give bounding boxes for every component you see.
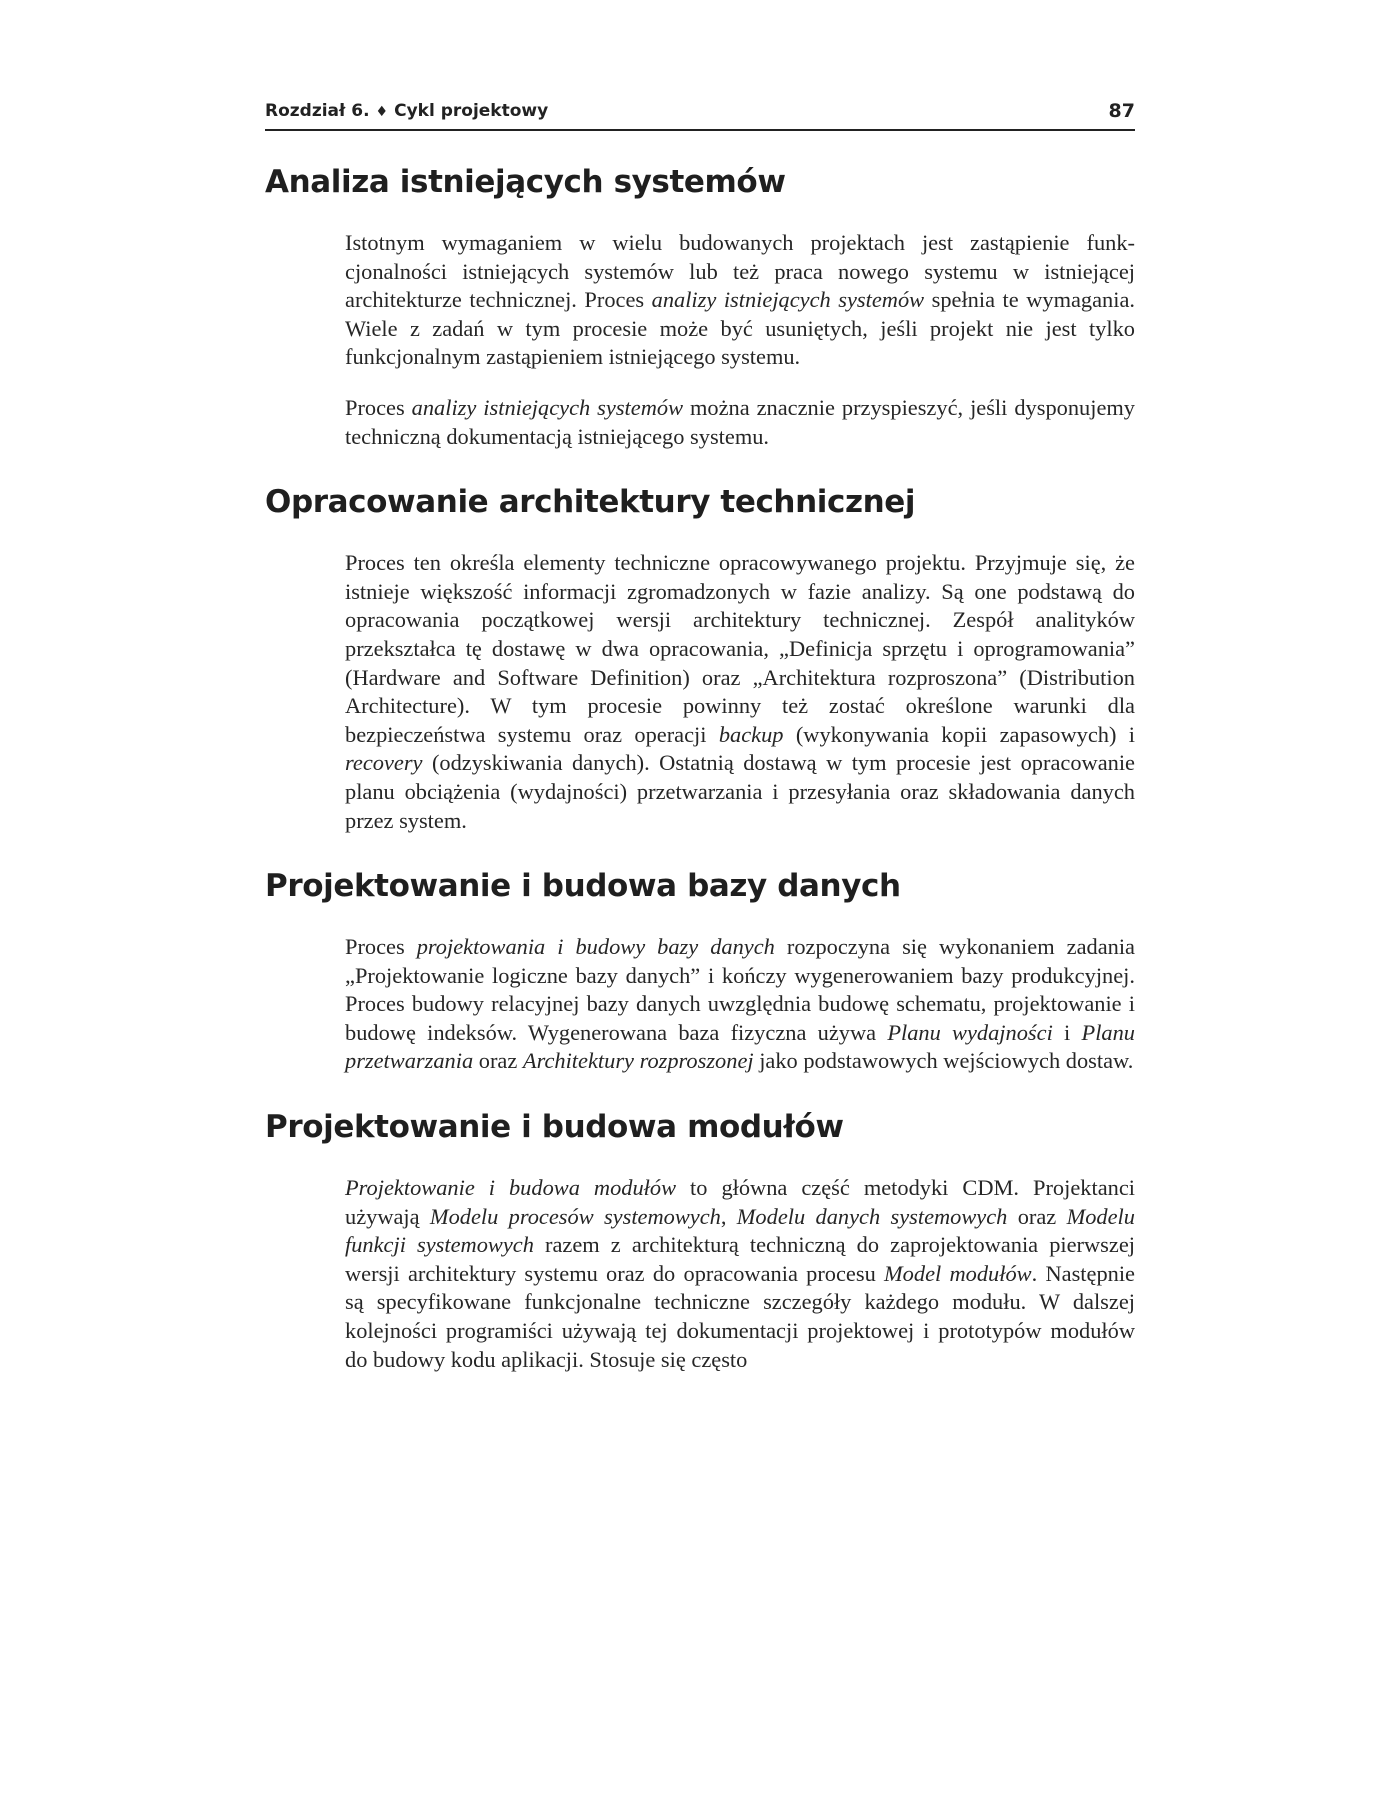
section-heading: Projektowanie i budowa modułów xyxy=(265,1109,844,1146)
text-run: i xyxy=(1052,1019,1082,1045)
text-run: to główna część metodyki CDM. Projektanci używają xyxy=(345,1175,1135,1229)
italic-term: Projektowanie i budowa modułów xyxy=(345,1175,677,1201)
body-paragraph xyxy=(345,229,1135,372)
text-run: jako podstawowych wejściowych dostaw. xyxy=(753,1048,1134,1074)
text-run: (odzyskiwania danych). Ostatnią dostawą w tym procesie jest opracowanie planu obciążenia (wydajności) przetwarzania i przesyłania oraz składowania danych przez system. xyxy=(345,750,1135,833)
italic-term: analizy istniejących systemów xyxy=(651,287,925,313)
text-run: spełnia te wymagania. Wiele z zadań w tym procesie może być usuniętych, jeśli projekt nie jest tylko funkcjonalnym zastąpieniem istniejącego systemu. xyxy=(345,287,1136,370)
page-number: 87 xyxy=(1108,100,1135,122)
italic-term: Planu wydajności xyxy=(887,1019,1053,1045)
section-heading: Analiza istniejących systemów xyxy=(265,164,786,200)
text-run: . Następnie są specyfikowane funkcjonalne techniczne szczegóły każdego modułu. W dalszej kolejności programiści używają tej dokumentacji projektowej i prototypów modułów do budowy kodu aplikacji. Stosuje się często xyxy=(345,1260,1135,1372)
section-heading: Opracowanie architektury technicznej xyxy=(265,484,916,521)
chapter-number: Rozdział 6. xyxy=(265,101,370,121)
italic-term: backup xyxy=(718,721,784,747)
section xyxy=(265,160,1135,451)
italic-term: Modelu procesów systemowych xyxy=(429,1203,721,1229)
section xyxy=(265,864,1135,1076)
body-paragraph xyxy=(345,933,1135,1076)
text-run: (wykonywania kopii zapasowych) i xyxy=(783,721,1135,747)
italic-term: Planu przetwarzania xyxy=(345,1019,1135,1074)
text-run: Proces xyxy=(345,934,417,960)
running-header xyxy=(265,97,1135,131)
text-run: Proces ten określa elementy techniczne opracowywanego projektu. Przyjmuje się, że istnieje większość informacji zgromadzonych w fazie analizy. Są one podstawą do opracowania początkowej wersji architektury technicznej. Zespół analityków przekształca tę dostawę w dwa opracowania, „Definicja sprzętu i oprogramowania” (Hardware and Software Definition) oraz „Architektura rozproszona” (Distribution Architecture). W tym procesie powinny też zostać określone warunki dla bezpieczeństwa systemu oraz operacji xyxy=(345,550,1135,747)
text-run: oraz xyxy=(473,1048,523,1074)
text-run: razem z architekturą techniczną do zaprojektowania pierwszej wersji architektury systemu oraz do opracowania procesu xyxy=(345,1232,1135,1286)
italic-term: Model modułów xyxy=(884,1260,1032,1286)
diamond-separator-icon: ♦ xyxy=(375,104,389,120)
italic-term: projektowania i budowy bazy danych xyxy=(416,934,775,960)
page-body xyxy=(265,160,1135,1403)
body-paragraph xyxy=(345,549,1135,835)
section xyxy=(265,480,1135,835)
text-run: Istotnym wymaganiem w wielu budowanych projektach jest zastąpienie funkcjonalności istniejących systemów lub też praca nowego systemu w istniejącej architekturze technicznej. Proces xyxy=(345,230,1135,313)
italic-term: Modelu danych systemowych xyxy=(736,1203,1008,1229)
text-run: rozpoczyna się wykonaniem zadania „Projektowanie logiczne bazy danych” i kończy wygenerowaniem bazy produkcyjnej. Proces budowy relacyjnej bazy danych uwzględnia budowę schematu, projektowanie i budowę indeksów. Wygenerowana baza fizyczna używa xyxy=(345,934,1135,1045)
italic-term: Architektury rozproszonej xyxy=(522,1048,754,1074)
chapter-title: Cykl projektowy xyxy=(394,101,549,121)
body-paragraph xyxy=(345,1174,1135,1374)
body-paragraph xyxy=(345,394,1135,451)
section-heading: Projektowanie i budowa bazy danych xyxy=(265,868,901,905)
text-run: oraz xyxy=(1007,1203,1067,1229)
chapter-label xyxy=(265,101,548,121)
text-run: , xyxy=(720,1203,737,1229)
section xyxy=(265,1105,1135,1374)
italic-term: recovery xyxy=(345,750,423,776)
italic-term: Modelu funkcji systemowych xyxy=(345,1203,1135,1258)
italic-term: analizy istniejących systemów xyxy=(411,394,684,420)
text-run: można znacznie przyspieszyć, jeśli dysponujemy techniczną dokumentacją istniejącego systemu. xyxy=(345,394,1135,449)
text-run: Proces xyxy=(345,394,412,420)
